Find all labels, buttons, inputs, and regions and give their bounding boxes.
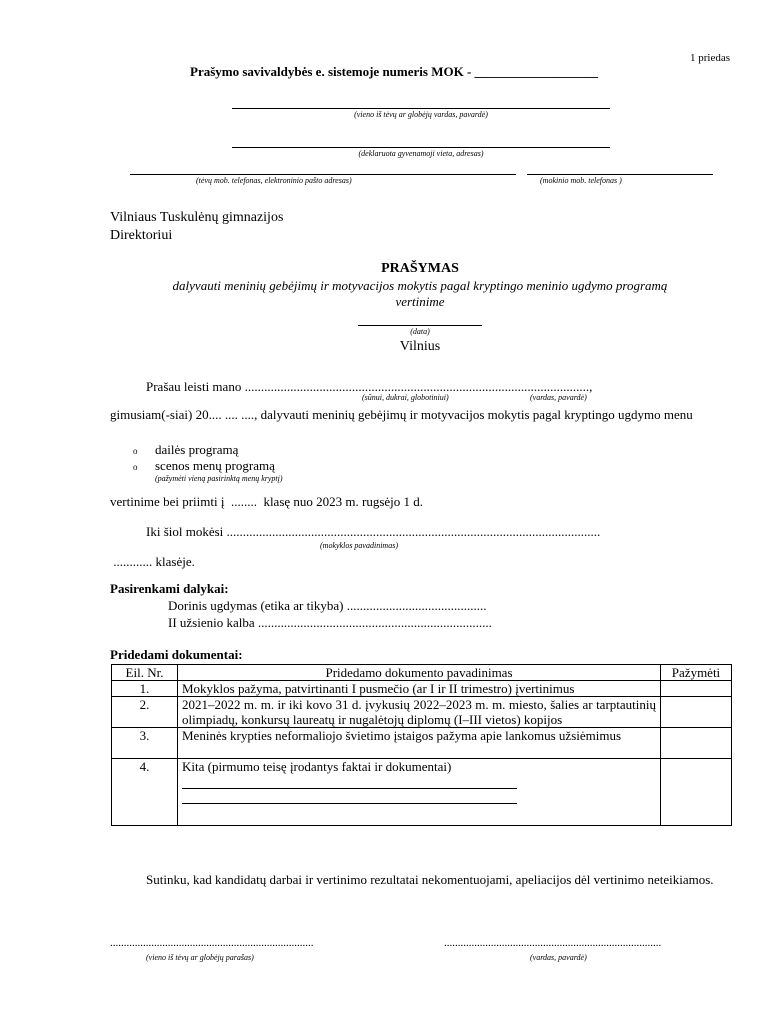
table-row xyxy=(112,697,732,728)
table-row xyxy=(112,728,732,759)
admit-line: vertinime bei priimti į ........ klasę nuo 2023 m. rugsėjo 1 d. xyxy=(110,494,424,509)
subtitle-line-2: vertinime xyxy=(395,294,445,309)
address-field[interactable] xyxy=(232,147,610,148)
row-document: Meninės krypties neformaliojo švietimo įstaigos pažyma apie lankomus užsiėmimus xyxy=(178,728,661,759)
request-number-line: Prašymo savivaldybės e. sistemoje numeris MOK - ___________________ xyxy=(190,64,599,79)
mark-cell[interactable] xyxy=(661,728,732,759)
recipient-school: Vilniaus Tuskulėnų gimnazijos xyxy=(110,210,284,225)
other-document-field[interactable] xyxy=(182,788,517,789)
option-art-program[interactable]: dailės programą xyxy=(155,442,239,457)
recipient-role: Direktoriui xyxy=(110,228,173,243)
bullet-icon: o xyxy=(133,446,138,456)
row-document: 2021–2022 m. m. ir iki kovo 31 d. įvykusių 2022–2023 m. m. miesto, šalies ar tarptautinių olimpiadų, konkursų laureatų ir nugalėtojų diplomų (I–III vietos) kopijos xyxy=(178,697,661,728)
page-title: PRAŠYMAS xyxy=(381,261,459,276)
row-document-other xyxy=(178,759,661,826)
row-number: 3. xyxy=(112,728,178,759)
mark-cell[interactable] xyxy=(661,681,732,697)
column-header-mark: Pažymėti xyxy=(661,665,732,681)
parent-contacts-caption: (tėvų mob. telefonas, elektroninio pašto adresas) xyxy=(196,176,352,185)
elective-foreign-language: II užsienio kalba ........................................................................ xyxy=(168,615,492,630)
column-header-name: Pridedamo dokumento pavadinimas xyxy=(178,665,661,681)
annex-label: 1 priedas xyxy=(690,52,731,64)
table-row xyxy=(112,681,732,697)
documents-heading: Pridedami dokumentai: xyxy=(110,647,243,662)
city: Vilnius xyxy=(399,339,441,354)
class-line: ............ klasėje. xyxy=(110,554,195,569)
consent-text: Sutinku, kad kandidatų darbai ir vertinimo rezultatai nekomentuojami, apeliacijos dėl vertinimo neteikiamos. xyxy=(146,872,714,887)
school-caption: (mokyklos pavadinimas) xyxy=(320,541,398,550)
request-line: Prašau leisti mano .........................................................................................................., xyxy=(146,379,593,394)
option-stage-arts-program[interactable]: scenos menų programą xyxy=(155,458,275,473)
elective-ethics: Dorinis ugdymas (etika ar tikyba) ........................................... xyxy=(168,598,487,613)
studied-line: Iki šiol mokėsi ................................................................................................................... xyxy=(146,524,601,539)
row-document: Mokyklos pažyma, patvirtinanti I pusmečio (ar I ir II trimestro) įvertinimus xyxy=(178,681,661,697)
signature-field[interactable]: .......................................................................... xyxy=(110,937,314,949)
relation-caption: (sūnui, dukrai, globotiniui) xyxy=(362,393,449,402)
bullet-icon: o xyxy=(133,462,138,472)
row-number: 4. xyxy=(112,759,178,826)
row-number: 2. xyxy=(112,697,178,728)
address-caption: (deklaruota gyvenamoji vieta, adresas) xyxy=(358,149,484,158)
mark-caption: (pažymėti vieną pasirinktą menų kryptį) xyxy=(155,474,283,483)
name-field[interactable]: ............................................................................... xyxy=(444,937,662,949)
electives-heading: Pasirenkami dalykai: xyxy=(110,581,229,596)
student-phone-field[interactable] xyxy=(527,174,713,175)
born-line: gimusiam(-siai) 20.... .... ...., dalyvauti meninių gebėjimų ir motyvacijos mokytis pagal kryptingo ugdymo menu xyxy=(110,407,693,422)
name-caption: (vardas, pavardė) xyxy=(530,393,587,402)
subtitle-line-1: dalyvauti meninių gebėjimų ir motyvacijos mokytis pagal kryptingo meninio ugdymo programą xyxy=(172,278,668,293)
row-document: Kita (pirmumo teisę įrodantys faktai ir dokumentai) xyxy=(182,759,452,774)
documents-table xyxy=(111,664,732,826)
date-field[interactable] xyxy=(358,325,482,326)
parent-name-caption: (vieno iš tėvų ar globėjų vardas, pavardė) xyxy=(354,110,488,119)
column-header-nr: Eil. Nr. xyxy=(112,665,178,681)
table-header-row xyxy=(112,665,732,681)
signature-caption: (vieno iš tėvų ar globėjų parašas) xyxy=(146,953,254,962)
name-caption-bottom: (vardas, pavardė) xyxy=(530,953,587,962)
parent-name-field[interactable] xyxy=(232,108,610,109)
other-document-field[interactable] xyxy=(182,803,517,804)
mark-cell[interactable] xyxy=(661,759,732,826)
row-number: 1. xyxy=(112,681,178,697)
parent-contacts-field[interactable] xyxy=(130,174,516,175)
table-row xyxy=(112,759,732,826)
student-phone-caption: (mokinio mob. telefonas ) xyxy=(540,176,622,185)
mark-cell[interactable] xyxy=(661,697,732,728)
date-caption: (data) xyxy=(410,327,430,336)
